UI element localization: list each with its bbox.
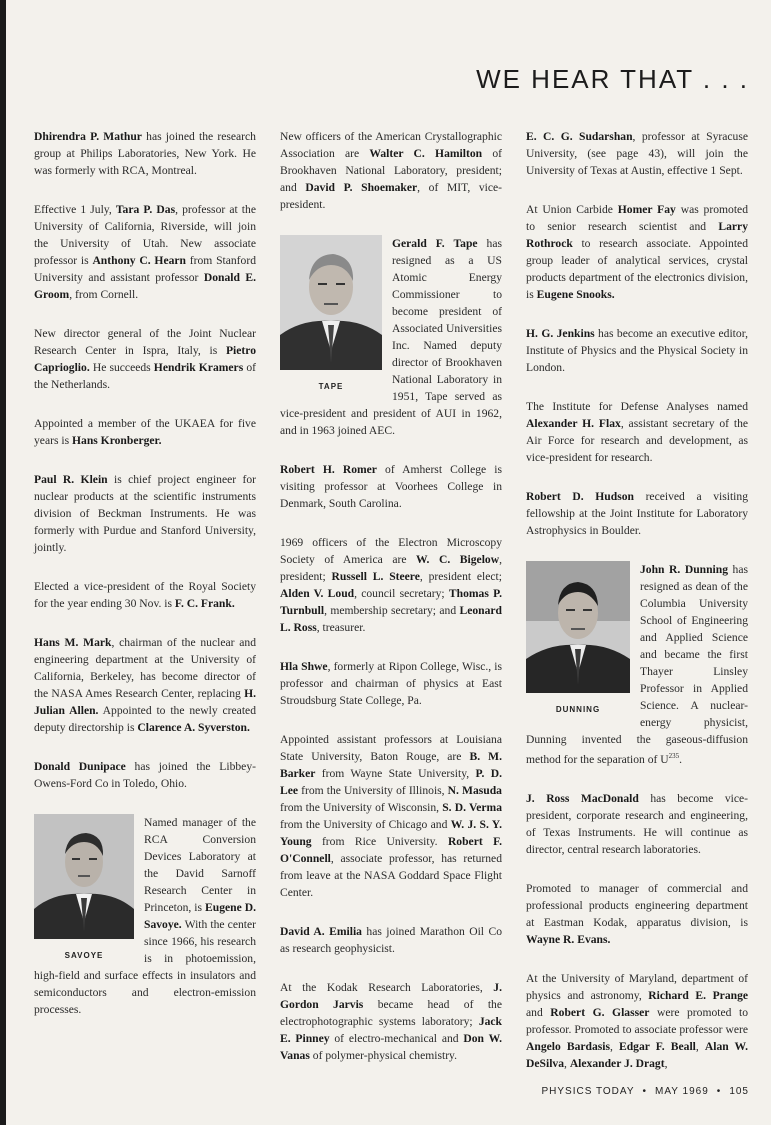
news-item: Appointed a member of the UKAEA for five years is Hans Kronberger. [34, 417, 256, 447]
news-item: Donald Dunipace has joined the Libbey-Owens-Ford Co in Toledo, Ohio. [34, 760, 256, 790]
photo-caption-savoye: SAVOYE [64, 951, 104, 960]
portrait-dunning [526, 561, 630, 718]
news-item: Robert H. Romer of Amherst College is visiting professor at Voorhees College in Denmark, South Carolina. [280, 463, 502, 510]
news-item: Hans M. Mark, chairman of the nuclear and engineering department at the University of California, Berkeley, has become director of the NASA Ames Research Center, replacing H. Julian Allen. Appointed to the newly created deputy directorship is Clarence A. Syverston. [34, 636, 256, 734]
news-item: J. Ross MacDonald has become vice-president, corporate research and engineering, of Texas Instruments. He will continue as director, central research laboratories. [526, 791, 748, 856]
news-item: New officers of the American Crystallographic Association are Walter C. Hamilton of Brookhaven National Laboratory, president; and David P. Shoemaker, of MIT, vice-president. [280, 130, 503, 211]
news-item: Dhirendra P. Mathur has joined the research group at Philips Laboratories, New York. He was formerly with RCA, Montreal. [34, 130, 256, 177]
portrait-photo-tape [280, 235, 382, 370]
footer-separator: • [642, 1086, 648, 1097]
portrait-photo-savoye [34, 814, 134, 939]
news-item: E. C. G. Sudarshan, professor at Syracuse University, (see page 43), will join the University of Texas at Austin, effective 1 Sept. [526, 130, 748, 177]
portrait-savoye [34, 814, 134, 964]
news-item: Appointed assistant professors at Louisiana State University, Baton Rouge, are B. M. Barker from Wayne State University, P. D. Lee from the University of Illinois, N. Masuda from the University of Wisconsin, S. D. Verma from the University of Chicago and W. J. S. Y. Young from Rice University. Robert F. O'Connell, associate professor, has returned from leave at the NASA Goddard Space Flight Center. [280, 733, 502, 899]
page-number: 105 [729, 1086, 749, 1097]
news-item: Paul R. Klein is chief project engineer for nuclear products at the scientific instruments division of Beckman Instruments. He was formerly with Purdue and Stanford University, jointly. [34, 473, 257, 554]
page-footer [541, 1086, 749, 1097]
section-title: WE HEAR THAT . . . [476, 64, 749, 94]
news-item: 1969 officers of the Electron Microscopy Society of America are W. C. Bigelow, president; Russell L. Steere, president elect; Alden V. Loud, council secretary; Thomas P. Turnbull, membership secretary; and Leonard L. Ross, treasurer. [280, 536, 503, 634]
portrait-tape [280, 235, 382, 395]
news-item: Robert D. Hudson received a visiting fellowship at the Joint Institute for Laboratory Astrophysics in Boulder. [526, 490, 748, 537]
photo-caption-tape: TAPE [318, 382, 344, 391]
news-item: Effective 1 July, Tara P. Das, professor at the University of California, Riverside, will join the University of Utah. New associate professor is Anthony C. Hearn from Stanford University and assistant professor Donald E. Groom, from Cornell. [34, 203, 256, 301]
news-item: At Union Carbide Homer Fay was promoted to senior research scientist and Larry Rothrock to research associate. Appointed group leader of analytical services, crystal products department of the electronics division, is Eugene Snooks. [526, 203, 748, 301]
column-1 [34, 128, 256, 1040]
news-item: At the University of Maryland, department of physics and astronomy, Richard E. Prange and Robert G. Glasser were promoted to professor. Promoted to associate professor were Angelo Bardasis, Edgar F. Beall, Alan W. DeSilva, Alexander J. Dragt, [526, 971, 749, 1070]
news-item: At the Kodak Research Laboratories, J. Gordon Jarvis became head of the electrophotographic systems laboratory; Jack E. Pinney of electro-mechanical and Don W. Vanas of polymer-physical chemistry. [280, 981, 503, 1062]
news-item: Elected a vice-president of the Royal Society for the year ending 30 Nov. is F. C. Frank. [34, 580, 256, 610]
news-item: New director general of the Joint Nuclear Research Center in Ispra, Italy, is Pietro Caprioglio. He succeeds Hendrik Kramers of the Netherlands. [34, 327, 256, 391]
news-item: H. G. Jenkins has become an executive editor, Institute of Physics and the Physical Society in London. [526, 327, 748, 374]
portrait-photo-dunning [526, 561, 630, 693]
news-item: Hla Shwe, formerly at Ripon College, Wisc., is professor and chairman of physics at East Stroudsburg State College, Pa. [280, 660, 502, 707]
news-item: Promoted to manager of commercial and professional products engineering department at Eastman Kodak, apparatus division, is Wayne R. Evans. [526, 881, 748, 946]
issue-date: MAY 1969 [655, 1086, 709, 1097]
column-2 [280, 128, 502, 1086]
news-item: The Institute for Defense Analyses named Alexander H. Flax, assistant secretary of the Air Force for research and development, as vice-president for research. [526, 400, 749, 464]
photo-caption-dunning: DUNNING [555, 705, 601, 714]
news-item-dunning: DUNNING John R. Dunning has resigned as dean of the Columbia University School of Engineering and Applied Science and became the first Thayer Linsley Professor in Applied Science. A nuclear-energy physicist, Dunning invented the gaseous-diffusion method for the separation of $U^{235}$. [526, 563, 748, 766]
news-item: David A. Emilia has joined Marathon Oil Co as research geophysicist. [280, 925, 502, 955]
footer-separator: • [716, 1086, 722, 1097]
news-item-savoye: SAVOYE Named manager of the RCA Conversion Devices Laboratory at the David Sarnoff Research Center in Princeton, is Eugene D. Savoye. With the center since 1966, his research is in photoemission, high-field and surface effects in insulators and semiconductors and electron-emission processes. [34, 816, 256, 1016]
journal-name: PHYSICS TODAY [541, 1086, 635, 1097]
news-item-tape: TAPE Gerald F. Tape has resigned as a US Atomic Energy Commissioner to become president of Associated Universities Inc. Named deputy director of Brookhaven National Laboratory in 1951, Tape served as vice-president and president of AUI in 1962, and in 1963 joined AEC. [280, 237, 502, 437]
page-binding-edge [0, 0, 6, 1125]
column-3 [526, 128, 748, 1094]
